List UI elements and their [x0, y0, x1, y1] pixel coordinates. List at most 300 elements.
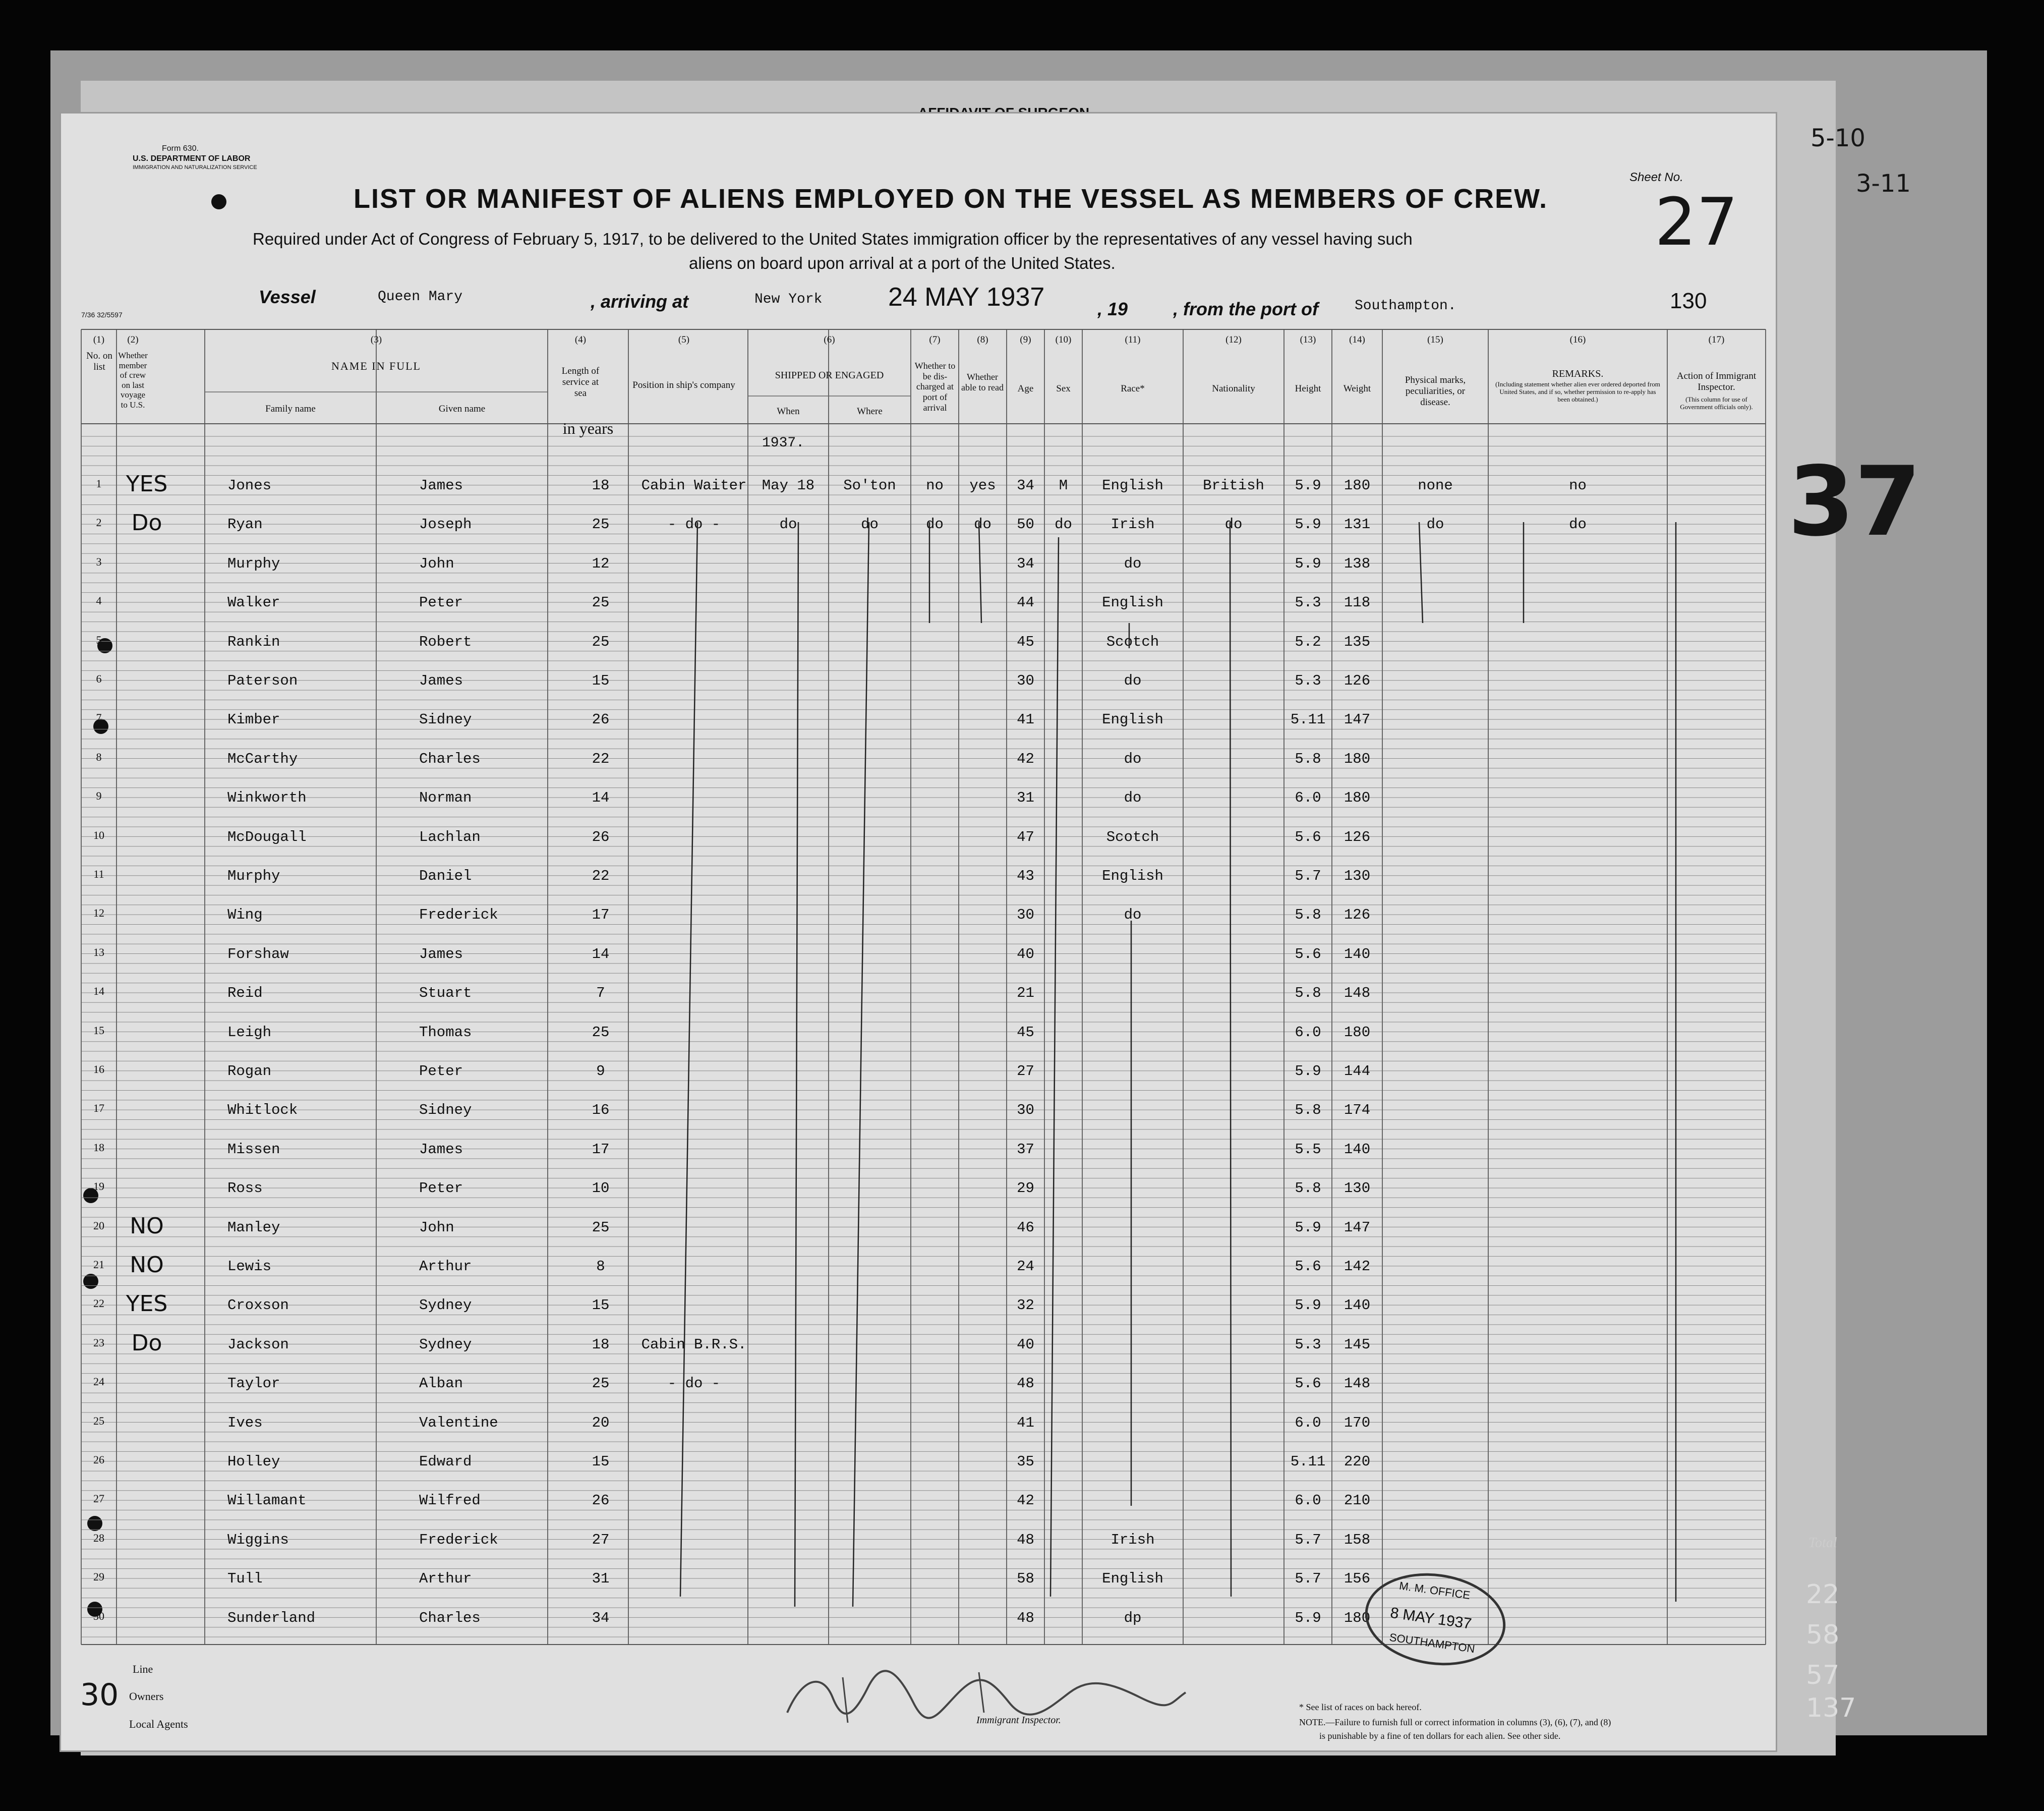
age-cell: 45 — [1017, 633, 1034, 650]
given-name-cell: Daniel — [419, 868, 472, 884]
header-position: Position in ship's company — [632, 380, 735, 390]
col-num-17: (17) — [1708, 334, 1725, 345]
weight-cell: 180 — [1344, 477, 1371, 494]
age-cell: 42 — [1017, 750, 1034, 767]
race-cell: dp — [1124, 1609, 1142, 1626]
header-remarks: REMARKS. — [1552, 368, 1604, 379]
header-service-unit: in years — [562, 419, 614, 437]
total-value-1: 22 — [1806, 1579, 1840, 1610]
age-cell: 41 — [1017, 711, 1034, 728]
row-number-cell: 29 — [93, 1570, 104, 1583]
header-nationality: Nationality — [1212, 383, 1255, 394]
service-years-cell: 7 — [596, 985, 605, 1002]
service-years-cell: 17 — [592, 1141, 610, 1158]
row-number-cell: 20 — [93, 1219, 104, 1232]
height-cell: 5.8 — [1295, 1102, 1321, 1119]
height-cell: 5.6 — [1295, 1375, 1321, 1392]
given-name-cell: Charles — [419, 750, 481, 767]
weight-cell: 130 — [1344, 868, 1371, 884]
physical-marks-cell: none — [1418, 477, 1453, 494]
subtitle-line-1: Required under Act of Congress of February 5, 1917, to be delivered to the United States immigration officer by the representatives of any vessel having such — [253, 230, 1413, 248]
discharged-cell: no — [926, 477, 944, 494]
family-name-cell: Winkworth — [227, 789, 307, 807]
departure-port: Southampton. — [1355, 298, 1456, 314]
weight-cell: 174 — [1344, 1102, 1371, 1119]
subtitle-line-2: aliens on board upon arrival at a port of the United States. — [689, 254, 1116, 272]
row-number-cell: 30 — [93, 1609, 104, 1622]
col-num-9: (9) — [1020, 334, 1031, 345]
header-previous-voyage: Whether member of crew on last voyage to U.S. — [118, 351, 148, 410]
family-name-cell: Lewis — [227, 1258, 272, 1275]
weight-cell: 180 — [1344, 1609, 1371, 1626]
remarks-cell: do — [1569, 516, 1587, 533]
service-years-cell: 18 — [592, 477, 610, 494]
row-number-cell: 2 — [96, 516, 102, 529]
height-cell: 6.0 — [1295, 1492, 1321, 1509]
race-cell: Irish — [1111, 516, 1155, 533]
row-number-cell: 16 — [93, 1063, 104, 1076]
family-name-cell: Walker — [227, 594, 280, 611]
service-years-cell: 25 — [592, 1375, 610, 1392]
family-name-cell: Sunderland — [227, 1609, 316, 1626]
height-cell: 5.3 — [1295, 594, 1321, 611]
family-name-cell: Murphy — [227, 868, 280, 884]
age-cell: 45 — [1017, 1024, 1034, 1041]
age-cell: 35 — [1017, 1453, 1034, 1470]
row-number-cell: 10 — [93, 828, 104, 841]
given-name-cell: Sidney — [419, 1102, 472, 1119]
footer-agents-label: Local Agents — [129, 1718, 188, 1730]
form-service: IMMIGRATION AND NATURALIZATION SERVICE — [133, 164, 257, 171]
height-cell: 6.0 — [1295, 1414, 1321, 1431]
given-name-cell: Charles — [419, 1609, 481, 1626]
service-years-cell: 22 — [592, 868, 610, 884]
height-cell: 5.7 — [1295, 1531, 1321, 1548]
weight-cell: 126 — [1344, 907, 1371, 924]
service-years-cell: 15 — [592, 672, 610, 689]
height-cell: 5.6 — [1295, 945, 1321, 963]
race-cell: Scotch — [1106, 828, 1159, 845]
margin-mark-big: 37 — [1788, 446, 1921, 557]
age-cell: 40 — [1017, 1336, 1034, 1353]
age-cell: 48 — [1017, 1609, 1034, 1626]
service-years-cell: 26 — [592, 711, 610, 728]
weight-cell: 180 — [1344, 750, 1371, 767]
header-no: No. on list — [86, 351, 112, 372]
weight-cell: 220 — [1344, 1453, 1371, 1470]
col-num-8: (8) — [977, 334, 988, 345]
height-cell: 5.8 — [1295, 907, 1321, 924]
shipped-where-cell: do — [861, 516, 879, 533]
nationality-cell: British — [1203, 477, 1264, 494]
service-years-cell: 20 — [592, 1414, 610, 1431]
total-value-3: 57 — [1806, 1660, 1840, 1690]
nationality-cell: do — [1224, 516, 1243, 533]
footer-note-3: is punishable by a fine of ten dollars for each alien. See other side. — [1319, 1731, 1561, 1741]
height-cell: 5.11 — [1290, 711, 1326, 728]
position-cell: Cabin B.R.S. — [641, 1336, 747, 1353]
from-label: , from the port of — [1173, 299, 1318, 319]
age-cell: 34 — [1017, 477, 1034, 494]
given-name-cell: Wilfred — [419, 1492, 481, 1509]
height-cell: 5.9 — [1295, 1609, 1321, 1626]
year-label: , 19 — [1097, 299, 1128, 319]
col-num-10: (10) — [1055, 334, 1072, 345]
given-name-cell: Thomas — [419, 1024, 472, 1041]
family-name-cell: Manley — [227, 1219, 280, 1236]
row-number-cell: 24 — [93, 1375, 104, 1388]
total-label: Total — [1808, 1535, 1837, 1551]
weight-cell: 140 — [1344, 1141, 1371, 1158]
race-cell: English — [1102, 1570, 1163, 1588]
height-cell: 5.9 — [1295, 1063, 1321, 1080]
service-years-cell: 22 — [592, 750, 610, 767]
age-cell: 27 — [1017, 1063, 1034, 1080]
service-years-cell: 25 — [592, 1024, 610, 1041]
service-years-cell: 10 — [592, 1180, 610, 1197]
given-name-cell: Sydney — [419, 1297, 472, 1314]
header-family-name: Family name — [265, 404, 316, 414]
weight-cell: 170 — [1344, 1414, 1371, 1431]
given-name-cell: Peter — [419, 1180, 463, 1197]
given-name-cell: Alban — [419, 1375, 463, 1392]
header-where: Where — [857, 406, 883, 417]
height-cell: 5.7 — [1295, 868, 1321, 884]
sex-cell: M — [1059, 477, 1068, 494]
arrival-port: New York — [754, 292, 823, 307]
weight-cell: 138 — [1344, 555, 1371, 572]
previous-voyage-cell: NO — [130, 1213, 164, 1239]
service-years-cell: 25 — [592, 1219, 610, 1236]
arriving-label: , arriving at — [591, 291, 689, 312]
race-cell: do — [1124, 672, 1142, 689]
age-cell: 43 — [1017, 868, 1034, 884]
family-name-cell: Jackson — [227, 1336, 289, 1353]
family-name-cell: Leigh — [227, 1024, 272, 1041]
family-name-cell: McDougall — [227, 828, 307, 845]
service-years-cell: 9 — [596, 1063, 605, 1080]
header-height: Height — [1295, 383, 1321, 394]
height-cell: 6.0 — [1295, 789, 1321, 807]
row-number-cell: 13 — [93, 945, 104, 958]
family-name-cell: Wing — [227, 907, 263, 924]
header-age: Age — [1017, 383, 1034, 394]
given-name-cell: Peter — [419, 594, 463, 611]
service-years-cell: 8 — [596, 1258, 605, 1275]
given-name-cell: Peter — [419, 1063, 463, 1080]
header-remarks-note: (Including statement whether alien ever ordered deported from United States, and if so, whether permission to re-apply has been obtained.) — [1495, 380, 1660, 403]
height-cell: 5.8 — [1295, 985, 1321, 1002]
family-name-cell: Ross — [227, 1180, 263, 1197]
vessel-label: Vessel — [259, 287, 316, 307]
weight-cell: 126 — [1344, 672, 1371, 689]
stamp-bottom: SOUTHAMPTON — [1388, 1630, 1476, 1656]
weight-cell: 140 — [1344, 1297, 1371, 1314]
race-cell: English — [1102, 868, 1163, 884]
age-cell: 41 — [1017, 1414, 1034, 1431]
age-cell: 32 — [1017, 1297, 1034, 1314]
sheet-label: Sheet No. — [1629, 171, 1683, 184]
row-number-cell: 12 — [93, 907, 104, 920]
given-name-cell: Arthur — [419, 1258, 472, 1275]
given-name-cell: John — [419, 1219, 454, 1236]
height-cell: 5.7 — [1295, 1570, 1321, 1588]
given-name-cell: Edward — [419, 1453, 472, 1470]
weight-cell: 148 — [1344, 1375, 1371, 1392]
previous-voyage-cell: Do — [131, 1330, 162, 1356]
row-number-cell: 11 — [93, 868, 104, 880]
family-name-cell: Ryan — [227, 516, 263, 533]
service-years-cell: 14 — [592, 789, 610, 807]
race-cell: do — [1124, 789, 1142, 807]
age-cell: 48 — [1017, 1375, 1034, 1392]
col-num-1: (1) — [93, 334, 105, 345]
col-num-13: (13) — [1300, 334, 1316, 345]
col-num-2: (2) — [127, 334, 139, 345]
col-num-6: (6) — [824, 334, 835, 345]
family-name-cell: Holley — [227, 1453, 280, 1470]
row-number-cell: 26 — [93, 1453, 104, 1466]
service-years-cell: 14 — [592, 945, 610, 963]
header-able-to-read: Whether able to read — [961, 372, 1004, 392]
given-name-cell: Lachlan — [419, 828, 481, 845]
header-race: Race* — [1121, 383, 1145, 394]
weight-cell: 148 — [1344, 985, 1371, 1002]
header-given-name: Given name — [438, 404, 486, 414]
arrival-date: 24 MAY 1937 — [888, 282, 1045, 312]
sex-cell: do — [1055, 516, 1072, 533]
family-name-cell: Tull — [227, 1570, 263, 1588]
shipped-when-cell: May 18 — [762, 477, 815, 494]
weight-cell: 131 — [1344, 516, 1371, 533]
page-title: LIST OR MANIFEST OF ALIENS EMPLOYED ON THE VESSEL AS MEMBERS OF CREW. — [354, 184, 1548, 214]
col-num-15: (15) — [1427, 334, 1443, 345]
header-service: Length of service at sea — [561, 366, 600, 399]
weight-cell: 126 — [1344, 828, 1371, 845]
shipped-when-cell: do — [779, 516, 797, 533]
family-name-cell: Murphy — [227, 555, 280, 572]
service-years-cell: 25 — [592, 594, 610, 611]
age-cell: 34 — [1017, 555, 1034, 572]
weight-cell: 135 — [1344, 633, 1371, 650]
height-cell: 5.3 — [1295, 672, 1321, 689]
weight-cell: 210 — [1344, 1492, 1371, 1509]
age-cell: 47 — [1017, 828, 1034, 845]
given-name-cell: Sidney — [419, 711, 472, 728]
page-code: 130 — [1670, 289, 1707, 313]
col-num-12: (12) — [1225, 334, 1242, 345]
service-years-cell: 17 — [592, 907, 610, 924]
header-action-note: (This column for use of Government officials only). — [1680, 395, 1753, 411]
height-cell: 5.8 — [1295, 750, 1321, 767]
given-name-cell: Robert — [419, 633, 472, 650]
race-cell: English — [1102, 711, 1163, 728]
row-number-cell: 23 — [93, 1336, 104, 1349]
family-name-cell: Reid — [227, 985, 263, 1002]
form-number: Form 630. — [162, 144, 199, 153]
ditto-strokes — [61, 114, 1776, 1750]
race-cell: do — [1124, 907, 1142, 924]
margin-mark-2: 3-11 — [1856, 169, 1911, 198]
weight-cell: 158 — [1344, 1531, 1371, 1548]
previous-voyage-cell: YES — [126, 471, 168, 497]
row-number-cell: 5 — [96, 633, 102, 646]
service-years-cell: 16 — [592, 1102, 610, 1119]
height-cell: 5.9 — [1295, 1219, 1321, 1236]
header-sex: Sex — [1056, 383, 1071, 394]
given-name-cell: Norman — [419, 789, 472, 807]
header-when: When — [777, 406, 800, 417]
age-cell: 30 — [1017, 1102, 1034, 1119]
row-number-cell: 15 — [93, 1024, 104, 1037]
given-name-cell: Valentine — [419, 1414, 498, 1431]
header-physical-marks: Physical marks, peculiarities, or disease. — [1405, 375, 1466, 408]
col-num-14: (14) — [1349, 334, 1365, 345]
footer-note-1: * See list of races on back hereof. — [1299, 1702, 1422, 1712]
family-name-cell: Rankin — [227, 633, 280, 650]
header-action: Action of Immigrant Inspector. — [1676, 371, 1757, 392]
age-cell: 30 — [1017, 672, 1034, 689]
race-cell: do — [1124, 750, 1142, 767]
service-years-cell: 26 — [592, 828, 610, 845]
remarks-cell: no — [1569, 477, 1587, 494]
height-cell: 5.6 — [1295, 1258, 1321, 1275]
race-cell: English — [1102, 594, 1163, 611]
row-number-cell: 14 — [93, 985, 104, 998]
row-number-cell: 17 — [93, 1102, 104, 1115]
able-to-read-cell: do — [974, 516, 991, 533]
family-name-cell: Willamant — [227, 1492, 307, 1509]
family-name-cell: Missen — [227, 1141, 280, 1158]
position-cell: Cabin Waiter — [641, 477, 747, 494]
weight-cell: 118 — [1344, 594, 1371, 611]
position-cell: - do - — [667, 516, 721, 533]
family-name-cell: Ives — [227, 1414, 263, 1431]
family-name-cell: Croxson — [227, 1297, 289, 1314]
age-cell: 58 — [1017, 1570, 1034, 1588]
row-number-cell: 7 — [96, 711, 102, 724]
header-discharged: Whether to be dis-charged at port of arrival — [914, 361, 956, 413]
weight-cell: 142 — [1344, 1258, 1371, 1275]
height-cell: 5.9 — [1295, 516, 1321, 533]
row-number-cell: 28 — [93, 1531, 104, 1544]
row-number-cell: 19 — [93, 1180, 104, 1193]
age-cell: 30 — [1017, 907, 1034, 924]
margin-mark-1: 5-10 — [1811, 124, 1865, 152]
header-name-in-full: NAME IN FULL — [331, 360, 421, 372]
given-name-cell: Sydney — [419, 1336, 472, 1353]
row-number-cell: 27 — [93, 1492, 104, 1505]
weight-cell: 130 — [1344, 1180, 1371, 1197]
service-years-cell: 25 — [592, 516, 610, 533]
race-cell: do — [1124, 555, 1142, 572]
height-cell: 6.0 — [1295, 1024, 1321, 1041]
header-shipped: SHIPPED OR ENGAGED — [775, 370, 884, 381]
family-name-cell: McCarthy — [227, 750, 298, 767]
family-name-cell: Jones — [227, 477, 272, 494]
age-cell: 50 — [1017, 516, 1034, 533]
position-cell: - do - — [667, 1375, 721, 1392]
weight-cell: 156 — [1344, 1570, 1371, 1588]
row-number-cell: 6 — [96, 672, 102, 685]
age-cell: 31 — [1017, 789, 1034, 807]
row-number-cell: 1 — [96, 477, 102, 490]
family-name-cell: Kimber — [227, 711, 280, 728]
row-number-cell: 8 — [96, 750, 102, 763]
total-value-2: 58 — [1806, 1620, 1840, 1650]
stamp-date: 8 MAY 1937 — [1389, 1604, 1473, 1632]
row-number-cell: 21 — [93, 1258, 104, 1271]
age-cell: 44 — [1017, 594, 1034, 611]
col-num-3: (3) — [370, 334, 382, 345]
weight-cell: 145 — [1344, 1336, 1371, 1353]
given-name-cell: James — [419, 945, 463, 963]
col-num-16: (16) — [1569, 334, 1586, 345]
discharged-cell: do — [926, 516, 944, 533]
given-name-cell: James — [419, 672, 463, 689]
row-number-cell: 22 — [93, 1297, 104, 1310]
height-cell: 5.3 — [1295, 1336, 1321, 1353]
col-num-5: (5) — [678, 334, 690, 345]
age-cell: 48 — [1017, 1531, 1034, 1548]
family-name-cell: Paterson — [227, 672, 298, 689]
footer-line-label: Line — [133, 1663, 153, 1675]
weight-cell: 180 — [1344, 1024, 1371, 1041]
col-num-7: (7) — [929, 334, 941, 345]
family-name-cell: Rogan — [227, 1063, 272, 1080]
age-cell: 37 — [1017, 1141, 1034, 1158]
race-cell: English — [1102, 477, 1163, 494]
age-cell: 29 — [1017, 1180, 1034, 1197]
col-num-11: (11) — [1125, 334, 1141, 345]
race-cell: Scotch — [1106, 633, 1159, 650]
weight-cell: 147 — [1344, 711, 1371, 728]
footer-owners-label: Owners — [129, 1690, 164, 1703]
height-cell: 5.6 — [1295, 828, 1321, 845]
given-name-cell: Frederick — [419, 907, 498, 924]
height-cell: 5.9 — [1295, 477, 1321, 494]
service-years-cell: 26 — [592, 1492, 610, 1509]
row-number-cell: 9 — [96, 789, 102, 803]
row-number-cell: 4 — [96, 594, 102, 607]
family-name-cell: Wiggins — [227, 1531, 289, 1548]
height-cell: 5.2 — [1295, 633, 1321, 650]
shipped-where-cell: So'ton — [843, 477, 896, 494]
height-cell: 5.5 — [1295, 1141, 1321, 1158]
previous-voyage-cell: NO — [130, 1252, 164, 1278]
given-name-cell: James — [419, 477, 463, 494]
service-years-cell: 15 — [592, 1297, 610, 1314]
stamp-top: M. M. OFFICE — [1398, 1579, 1471, 1602]
year-note: 1937. — [762, 435, 805, 451]
given-name-cell: John — [419, 555, 454, 572]
vessel-name: Queen Mary — [378, 289, 463, 305]
height-cell: 5.9 — [1295, 1297, 1321, 1314]
age-cell: 46 — [1017, 1219, 1034, 1236]
family-name-cell: Taylor — [227, 1375, 280, 1392]
header-weight: Weight — [1343, 383, 1371, 394]
col-num-4: (4) — [574, 334, 587, 345]
row-number-cell: 25 — [93, 1414, 104, 1427]
height-cell: 5.11 — [1290, 1453, 1326, 1470]
family-name-cell: Forshaw — [227, 945, 289, 963]
weight-cell: 140 — [1344, 945, 1371, 963]
service-years-cell: 34 — [592, 1609, 610, 1626]
print-code: 7/36 32/5597 — [81, 311, 123, 319]
age-cell: 21 — [1017, 985, 1034, 1002]
service-years-cell: 25 — [592, 633, 610, 650]
service-years-cell: 27 — [592, 1531, 610, 1548]
